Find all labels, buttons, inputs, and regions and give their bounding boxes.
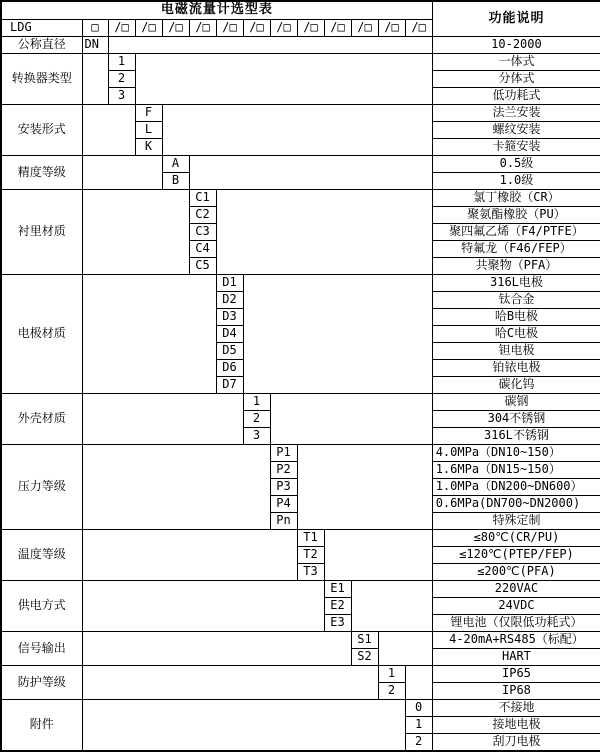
spacer-cell	[82, 155, 162, 189]
function-desc: HART	[432, 648, 600, 665]
function-desc: 聚四氟乙烯（F4/PTFE）	[432, 223, 600, 240]
table-row	[1, 104, 600, 121]
spacer-cell	[135, 53, 432, 104]
option-code: E2	[324, 597, 351, 614]
function-desc: 316L电极	[432, 274, 600, 291]
option-code: L	[135, 121, 162, 138]
spacer-cell	[82, 699, 405, 751]
option-code: D3	[216, 308, 243, 325]
function-desc: 锂电池（仅限低功耗式）	[432, 614, 600, 631]
model-code-slot: /□	[378, 19, 405, 36]
model-code-slot: /□	[216, 19, 243, 36]
option-code: D2	[216, 291, 243, 308]
function-desc: 碳化钨	[432, 376, 600, 393]
spacer-cell	[189, 155, 432, 189]
function-desc: 氯丁橡胶（CR）	[432, 189, 600, 206]
option-code: C4	[189, 240, 216, 257]
option-code: P1	[270, 444, 297, 461]
option-code: E3	[324, 614, 351, 631]
option-code: C3	[189, 223, 216, 240]
function-desc: 哈B电极	[432, 308, 600, 325]
spacer-cell	[216, 189, 432, 274]
function-desc: 钛合金	[432, 291, 600, 308]
model-code-slot: /□	[270, 19, 297, 36]
spacer-cell	[82, 53, 108, 104]
option-code: D4	[216, 325, 243, 342]
spacer-cell	[324, 529, 432, 580]
option-code: T2	[297, 546, 324, 563]
table-row	[1, 1, 600, 19]
spacer-cell	[351, 580, 432, 631]
spacer-cell	[82, 665, 378, 699]
function-desc: 一体式	[432, 53, 600, 70]
function-desc: 0.6MPa(DN700~DN2000)	[432, 495, 600, 512]
option-code: 3	[243, 427, 270, 444]
option-code: DN	[82, 36, 108, 53]
function-desc: 钽电极	[432, 342, 600, 359]
function-desc: 不接地	[432, 699, 600, 716]
option-code: P4	[270, 495, 297, 512]
function-desc: 碳钢	[432, 393, 600, 410]
category-label: 附件	[1, 699, 82, 751]
table-row	[1, 393, 600, 410]
category-label: 精度等级	[1, 155, 82, 189]
spacer-cell	[82, 444, 270, 529]
table-body	[1, 1, 600, 751]
option-code: 3	[108, 87, 135, 104]
table-row	[1, 580, 600, 597]
model-code-slot: /□	[189, 19, 216, 36]
model-code-slot: /□	[135, 19, 162, 36]
option-code: Pn	[270, 512, 297, 529]
category-label: 外壳材质	[1, 393, 82, 444]
option-code: P3	[270, 478, 297, 495]
option-code: 1	[378, 665, 405, 682]
function-desc: 304不锈钢	[432, 410, 600, 427]
function-desc: 铂铱电极	[432, 359, 600, 376]
option-code: C5	[189, 257, 216, 274]
spacer-cell	[82, 580, 324, 631]
option-code: D7	[216, 376, 243, 393]
spacer-cell	[82, 529, 297, 580]
table-row	[1, 189, 600, 206]
function-desc: IP65	[432, 665, 600, 682]
category-label: 公称直径	[1, 36, 82, 53]
function-desc: 刮刀电极	[432, 733, 600, 751]
function-desc: 4.0MPa（DN10~150）	[432, 444, 600, 461]
option-code: A	[162, 155, 189, 172]
function-desc: 共聚物（PFA）	[432, 257, 600, 274]
function-desc: 220VAC	[432, 580, 600, 597]
table-row	[1, 274, 600, 291]
function-desc: 特氟龙（F46/FEP）	[432, 240, 600, 257]
model-code-slot: /□	[162, 19, 189, 36]
spacer-cell	[82, 189, 189, 274]
function-description-header: 功能说明	[432, 1, 600, 36]
function-desc: 哈C电极	[432, 325, 600, 342]
option-code: S2	[351, 648, 378, 665]
table-row	[1, 36, 600, 53]
function-desc: 4-20mA+RS485（标配）	[432, 631, 600, 648]
function-desc: 1.6MPa（DN15~150）	[432, 461, 600, 478]
function-desc: 0.5级	[432, 155, 600, 172]
function-desc: 1.0级	[432, 172, 600, 189]
table-row	[1, 53, 600, 70]
option-code: F	[135, 104, 162, 121]
model-code-slot: /□	[324, 19, 351, 36]
option-code: 0	[405, 699, 432, 716]
function-desc: ≤80℃(CR/PU)	[432, 529, 600, 546]
option-code: K	[135, 138, 162, 155]
option-code: E1	[324, 580, 351, 597]
spacer-cell	[270, 393, 432, 444]
option-code: 1	[108, 53, 135, 70]
function-desc: IP68	[432, 682, 600, 699]
option-code: C1	[189, 189, 216, 206]
option-code: 2	[108, 70, 135, 87]
option-code: 1	[405, 716, 432, 733]
function-desc: 法兰安装	[432, 104, 600, 121]
function-desc: 螺纹安装	[432, 121, 600, 138]
function-desc: 分体式	[432, 70, 600, 87]
option-code: T1	[297, 529, 324, 546]
spacer-cell	[82, 631, 351, 665]
category-label: 衬里材质	[1, 189, 82, 274]
option-code: 2	[405, 733, 432, 751]
category-label: 防护等级	[1, 665, 82, 699]
option-code: S1	[351, 631, 378, 648]
table-row	[1, 699, 600, 716]
spacer-cell	[297, 444, 432, 529]
option-code: D6	[216, 359, 243, 376]
function-desc: ≤120℃(PTEP/FEP)	[432, 546, 600, 563]
category-label: 转换器类型	[1, 53, 82, 104]
model-prefix: LDG	[1, 19, 82, 36]
function-desc: 10-2000	[432, 36, 600, 53]
model-code-slot: /□	[243, 19, 270, 36]
table-row	[1, 444, 600, 461]
option-code: C2	[189, 206, 216, 223]
function-desc: 低功耗式	[432, 87, 600, 104]
table-title: 电磁流量计选型表	[1, 1, 432, 19]
table-row	[1, 631, 600, 648]
option-code: 2	[378, 682, 405, 699]
function-desc: 316L不锈钢	[432, 427, 600, 444]
spacer-cell	[162, 104, 432, 155]
option-code: B	[162, 172, 189, 189]
option-code: 2	[243, 410, 270, 427]
function-desc: 24VDC	[432, 597, 600, 614]
category-label: 信号输出	[1, 631, 82, 665]
model-code-slot: /□	[297, 19, 324, 36]
option-code: 1	[243, 393, 270, 410]
model-code-box: □	[82, 19, 108, 36]
table-row	[1, 155, 600, 172]
model-code-slot: /□	[108, 19, 135, 36]
spacer-cell	[405, 665, 432, 699]
spacer-cell	[108, 36, 432, 53]
model-code-slot: /□	[405, 19, 432, 36]
function-desc: 1.0MPa（DN200~DN600）	[432, 478, 600, 495]
spacer-cell	[82, 393, 243, 444]
spacer-cell	[82, 274, 216, 393]
model-code-slot: /□	[351, 19, 378, 36]
table-row	[1, 529, 600, 546]
category-label: 温度等级	[1, 529, 82, 580]
function-desc: 接地电极	[432, 716, 600, 733]
function-desc: ≤200℃(PFA)	[432, 563, 600, 580]
table-row	[1, 665, 600, 682]
spacer-cell	[243, 274, 432, 393]
category-label: 安装形式	[1, 104, 82, 155]
spacer-cell	[378, 631, 432, 665]
option-code: T3	[297, 563, 324, 580]
function-desc: 特殊定制	[432, 512, 600, 529]
category-label: 电极材质	[1, 274, 82, 393]
function-desc: 聚氨酯橡胶（PU）	[432, 206, 600, 223]
spacer-cell	[82, 104, 135, 155]
category-label: 供电方式	[1, 580, 82, 631]
function-desc: 卡箍安装	[432, 138, 600, 155]
option-code: D1	[216, 274, 243, 291]
category-label: 压力等级	[1, 444, 82, 529]
option-code: D5	[216, 342, 243, 359]
option-code: P2	[270, 461, 297, 478]
